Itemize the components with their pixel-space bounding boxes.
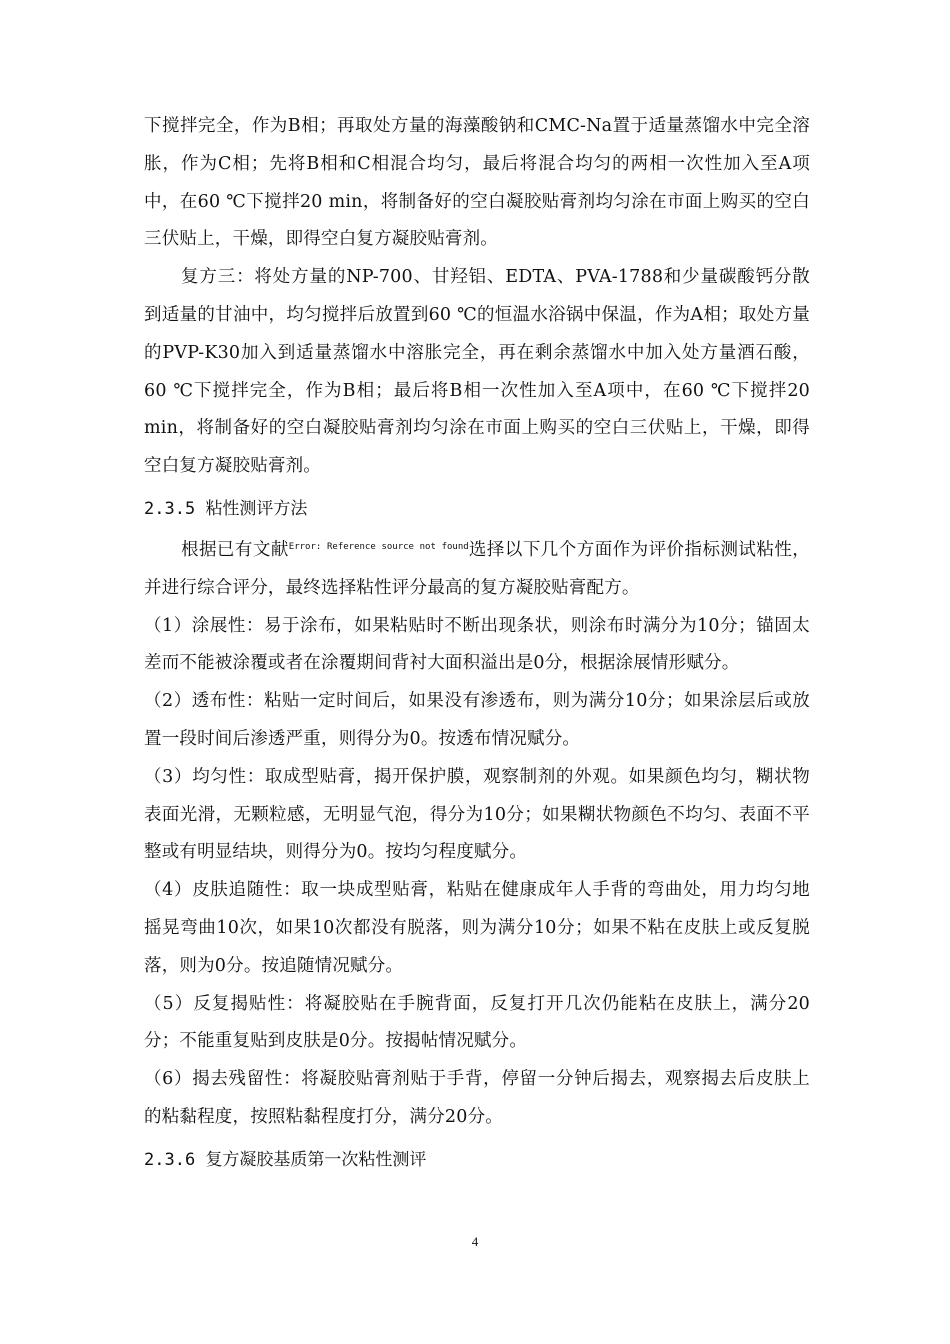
reference-error: Error: Reference source not found — [288, 541, 469, 552]
page-number: 4 — [471, 1234, 479, 1249]
paragraph-continuation: 下搅拌完全，作为B相；再取处方量的海藻酸钠和CMC-Na置于适量蒸馏水中完全溶胀，作为C相；先将B相和C相混合均匀，最后将混合均匀的两相一次性加入至A项中，在60 ℃下搅拌20 min，将制备好的空白凝胶贴膏剂均匀涂在市面上购买的空白三伏贴上，干燥，即得空白复方凝胶贴膏剂。 — [144, 116, 810, 250]
section-title: 复方凝胶基质第一次粘性测评 — [205, 1149, 427, 1170]
section-number: 2.3.6 — [144, 1149, 196, 1170]
section-number: 2.3.5 — [144, 498, 196, 519]
page-content — [144, 108, 810, 1183]
criteria-item-repeat-adhesion: （5）反复揭贴性：将凝胶贴在手腕背面，反复打开几次仍能粘在皮肤上，满分20分；不能重复贴到皮肤是0分。按揭帖情况赋分。 — [144, 993, 810, 1052]
section-heading-2-3-6 — [144, 1140, 810, 1180]
criteria-item-permeation: （2）透布性：粘贴一定时间后，如果没有渗透布，则为满分10分；如果涂层后或放置一段时间后渗透严重，则得分为0。按透布情况赋分。 — [144, 691, 810, 749]
criteria-item-spreadability: （1）涂展性：易于涂布，如果粘贴时不断出现条状，则涂布时满分为10分；锚固太差而不能被涂覆或者在涂覆期间背衬大面积溢出是0分，根据涂展情形赋分。 — [144, 615, 810, 674]
intro-text-after: 选择以下几个方面作为评价指标测试粘性，并进行综合评分，最终选择粘性评分最高的复方凝胶贴膏配方。 — [144, 539, 810, 598]
paragraph-method-intro — [144, 532, 810, 608]
section-heading-2-3-5 — [144, 489, 810, 529]
criteria-item-residue: （6）揭去残留性：将凝胶贴膏剂贴于手背，停留一分钟后揭去，观察揭去后皮肤上的粘黏程度，按照粘黏程度打分，满分20分。 — [144, 1069, 810, 1127]
criteria-item-uniformity: （3）均匀性：取成型贴膏，揭开保护膜，观察制剂的外观。如果颜色均匀，糊状物表面光滑，无颗粒感，无明显气泡，得分为10分；如果糊状物颜色不均匀、表面不平整或有明显结块，则得分为0。按均匀程度赋分。 — [144, 766, 810, 863]
section-title: 粘性测评方法 — [205, 498, 308, 519]
criteria-item-skin-following: （4）皮肤追随性：取一块成型贴膏，粘贴在健康成年人手背的弯曲处，用力均匀地摇晃弯曲10次，如果10次都没有脱落，则为满分10分；如果不粘在皮肤上或反复脱落，则为0分。按追随情况赋分。 — [144, 880, 810, 976]
intro-text-before: 根据已有文献 — [181, 539, 289, 560]
paragraph-formula-three: 复方三：将处方量的NP-700、甘羟铝、EDTA、PVA-1788和少量碳酸钙分散到适量的甘油中，均匀搅拌后放置到60 ℃的恒温水浴锅中保温，作为A相；取处方量的PVP-K30加入到适量蒸馏水中溶胀完全，再在剩余蒸馏水中加入处方量酒石酸，60 ℃下搅拌完全，作为B相；最后将B相一次性加入至A项中，在60 ℃下搅拌20 min，将制备好的空白凝胶贴膏剂均匀涂在市面上购买的空白三伏贴上，干燥，即得空白复方凝胶贴膏剂。 — [144, 267, 810, 477]
